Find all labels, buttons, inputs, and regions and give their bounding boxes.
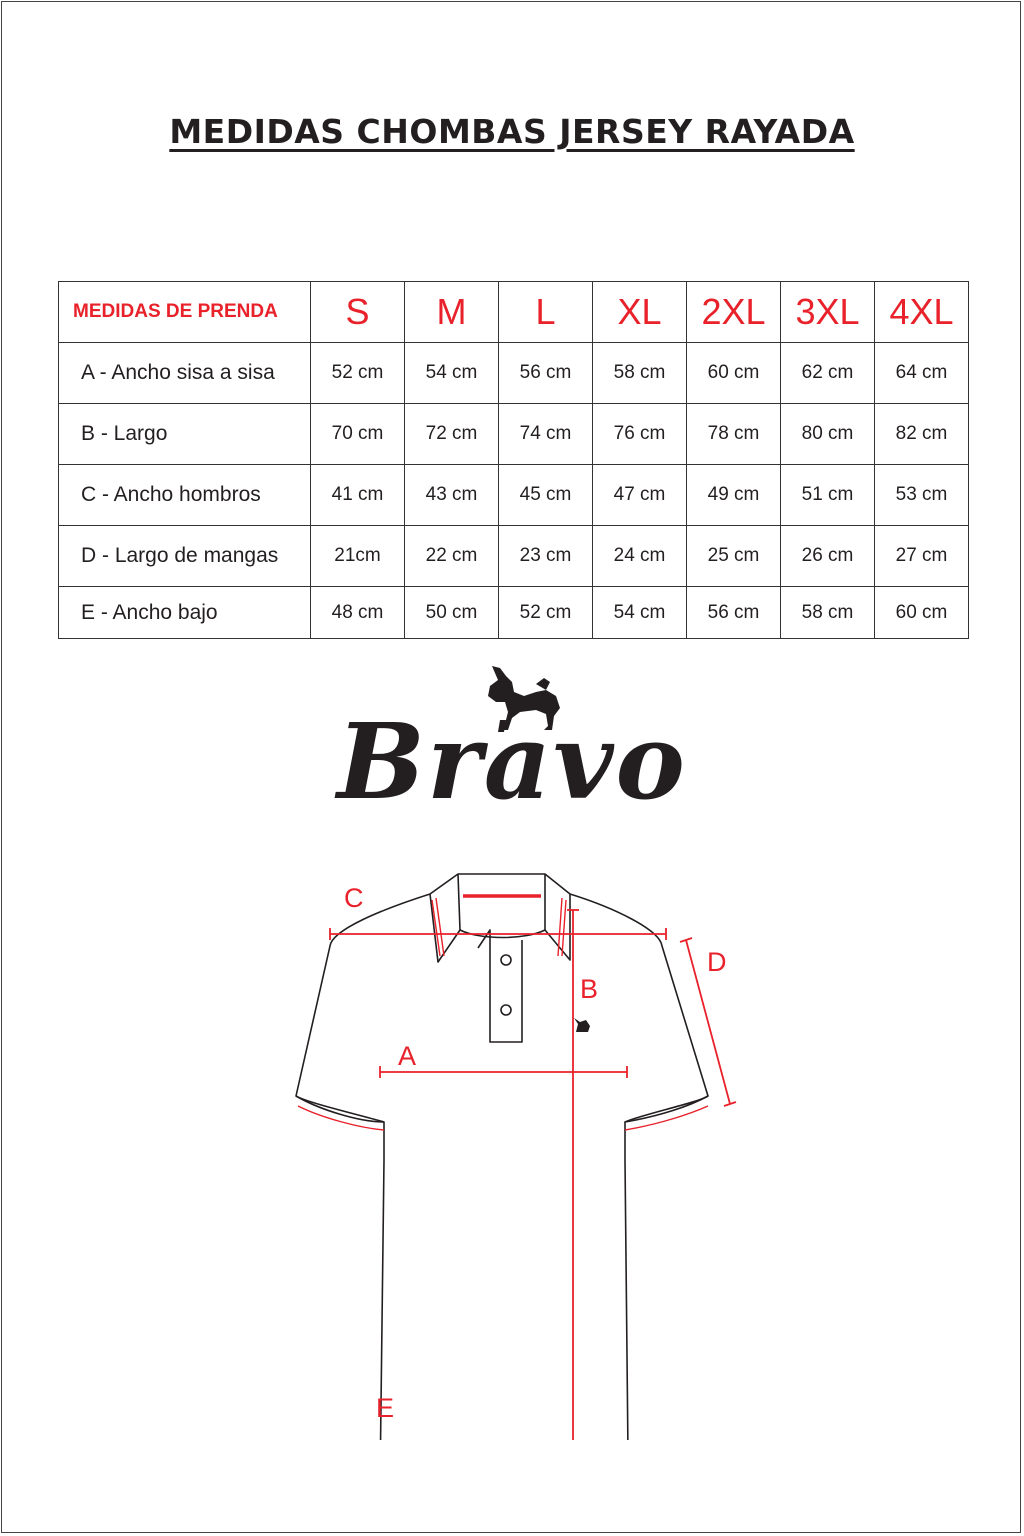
table-cell: 76 cm <box>593 404 687 465</box>
table-cell: 26 cm <box>781 526 875 587</box>
row-label: C - Ancho hombros <box>59 465 311 526</box>
table-cell: 52 cm <box>499 587 593 639</box>
table-cell: 56 cm <box>499 343 593 404</box>
row-label: A - Ancho sisa a sisa <box>59 343 311 404</box>
table-cell: 51 cm <box>781 465 875 526</box>
table-cell: 52 cm <box>311 343 405 404</box>
mini-bulldog-icon <box>574 1018 590 1032</box>
size-s: S <box>311 282 405 343</box>
page-title: MEDIDAS CHOMBAS JERSEY RAYADA <box>169 112 855 151</box>
table-cell: 78 cm <box>687 404 781 465</box>
table-cell: 82 cm <box>875 404 969 465</box>
shirt-diagram <box>0 860 1024 1440</box>
table-corner-label: MEDIDAS DE PRENDA <box>59 282 311 343</box>
table-cell: 50 cm <box>405 587 499 639</box>
table-cell: 27 cm <box>875 526 969 587</box>
table-row <box>59 404 969 465</box>
table-cell: 48 cm <box>311 587 405 639</box>
table-cell: 60 cm <box>687 343 781 404</box>
table-cell: 25 cm <box>687 526 781 587</box>
row-label: B - Largo <box>59 404 311 465</box>
table-cell: 64 cm <box>875 343 969 404</box>
shirt-left-outline <box>296 946 384 1440</box>
label-d: D <box>707 947 727 977</box>
size-m: M <box>405 282 499 343</box>
table-cell: 41 cm <box>311 465 405 526</box>
size-header-row <box>59 282 969 343</box>
table-cell: 58 cm <box>781 587 875 639</box>
table-cell: 43 cm <box>405 465 499 526</box>
table-cell: 47 cm <box>593 465 687 526</box>
label-b: B <box>580 974 599 1004</box>
table-row <box>59 526 969 587</box>
table-cell: 72 cm <box>405 404 499 465</box>
table-cell: 21cm <box>311 526 405 587</box>
table-row <box>59 343 969 404</box>
brand-logo <box>0 660 1024 823</box>
shirt-collar <box>430 874 570 962</box>
row-label: E - Ancho bajo <box>59 587 311 639</box>
row-label: D - Largo de mangas <box>59 526 311 587</box>
table-cell: 22 cm <box>405 526 499 587</box>
table-cell: 23 cm <box>499 526 593 587</box>
table-cell: 58 cm <box>593 343 687 404</box>
size-4xl: 4XL <box>875 282 969 343</box>
size-xl: XL <box>593 282 687 343</box>
label-e: E <box>376 1393 395 1423</box>
label-a: A <box>398 1041 417 1071</box>
table-cell: 56 cm <box>687 587 781 639</box>
table-cell: 70 cm <box>311 404 405 465</box>
size-table <box>58 281 969 639</box>
table-cell: 49 cm <box>687 465 781 526</box>
table-cell: 54 cm <box>593 587 687 639</box>
label-c: C <box>344 883 364 913</box>
table-cell: 54 cm <box>405 343 499 404</box>
size-l: L <box>499 282 593 343</box>
table-cell: 80 cm <box>781 404 875 465</box>
table-cell: 45 cm <box>499 465 593 526</box>
table-cell: 24 cm <box>593 526 687 587</box>
table-cell: 74 cm <box>499 404 593 465</box>
table-cell: 62 cm <box>781 343 875 404</box>
size-3xl: 3XL <box>781 282 875 343</box>
table-cell: 53 cm <box>875 465 969 526</box>
table-row <box>59 465 969 526</box>
size-2xl: 2XL <box>687 282 781 343</box>
shirt-body-outline <box>330 874 708 1440</box>
table-cell: 60 cm <box>875 587 969 639</box>
brand-name: Bravo <box>337 700 687 823</box>
table-row <box>59 587 969 639</box>
